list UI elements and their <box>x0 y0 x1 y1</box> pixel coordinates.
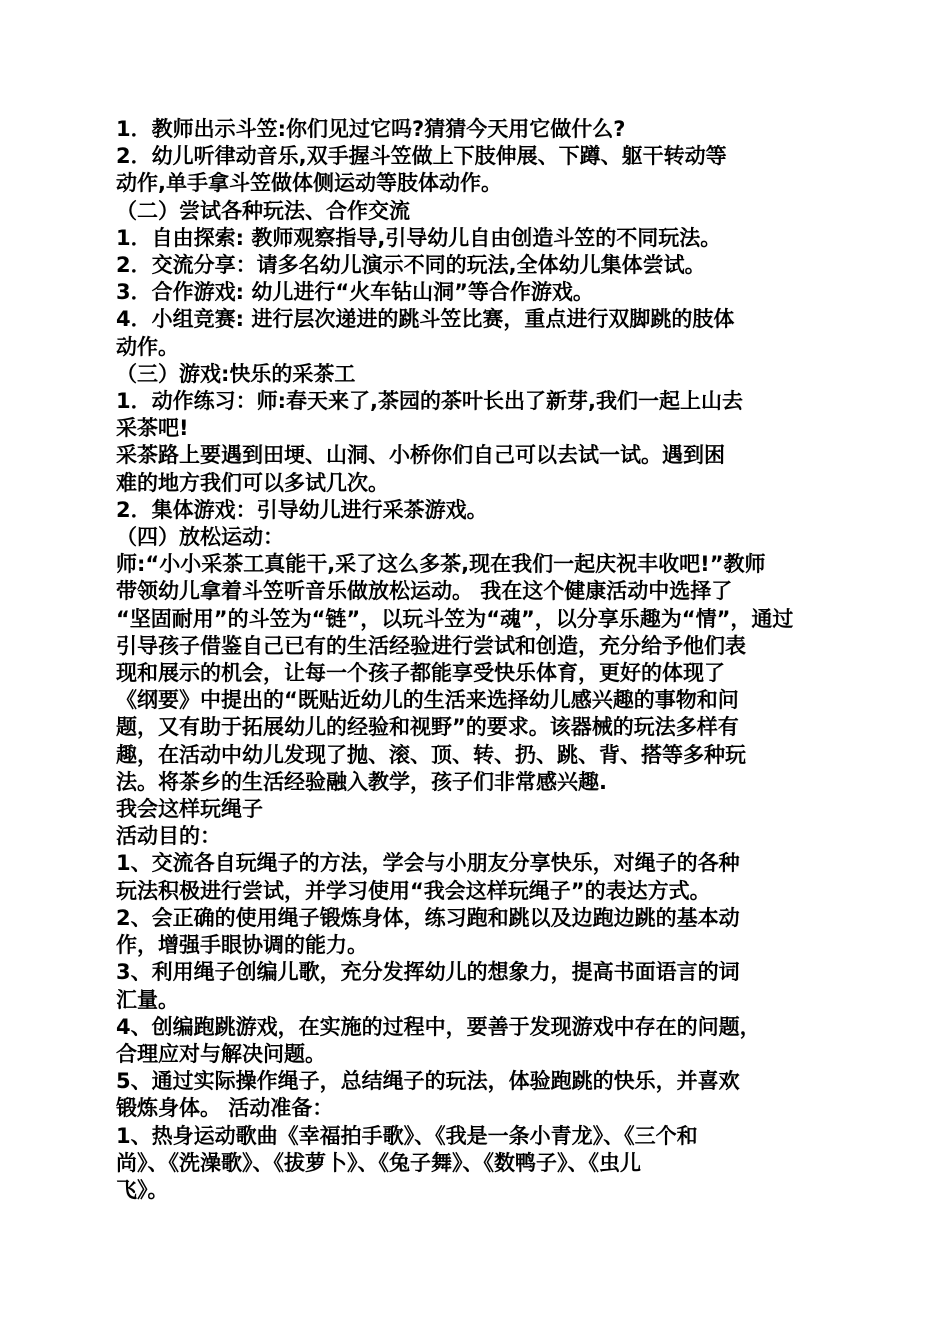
section-heading: 活动目的： <box>116 824 221 849</box>
text-line: 玩法积极进行尝试，并学习使用“我会这样玩绳子”的表达方式。 <box>116 878 711 903</box>
text-line: 合理应对与解决问题。 <box>116 1041 326 1066</box>
text-line: “坚固耐用”的斗笠为“链”，以玩斗笠为“魂”，以分享乐趣为“情”，通过 <box>116 606 794 631</box>
text-line: 采茶路上要遇到田埂、山洞、小桥你们自己可以去试一试。遇到困 <box>116 443 725 468</box>
text-line: 2．幼儿听律动音乐,双手握斗笠做上下肢伸展、下蹲、躯干转动等 <box>116 144 727 169</box>
text-line: 1、交流各自玩绳子的方法，学会与小朋友分享快乐，对绳子的各种 <box>116 851 740 876</box>
text-line: 题，又有助于拓展幼儿的经验和视野”的要求。该器械的玩法多样有 <box>116 715 739 740</box>
text-line: 现和展示的机会，让每一个孩子都能享受快乐体育，更好的体现了 <box>116 661 725 686</box>
text-line: 3．合作游戏: 幼儿进行“火车钻山洞”等合作游戏。 <box>116 280 594 305</box>
text-line: 法。将茶乡的生活经验融入教学，孩子们非常感兴趣. <box>116 769 607 794</box>
text-line: 1．动作练习：师:春天来了,茶园的茶叶长出了新芽,我们一起上山去 <box>116 389 743 414</box>
text-line: 尚》、《洗澡歌》、《拔萝卜》、《兔子舞》、《数鸭子》、《虫儿 <box>116 1150 641 1175</box>
text-line: 2．集体游戏：引导幼儿进行采茶游戏。 <box>116 497 488 522</box>
text-line: 1．自由探索: 教师观察指导,引导幼儿自由创造斗笠的不同玩法。 <box>116 225 722 250</box>
section-heading: （三）游戏:快乐的采茶工 <box>116 361 356 386</box>
text-line: 动作,单手拿斗笠做体侧运动等肢体动作。 <box>116 171 502 196</box>
text-line: 作，增强手眼协调的能力。 <box>116 933 368 958</box>
text-line: 引导孩子借鉴自己已有的生活经验进行尝试和创造，充分给予他们表 <box>116 633 746 658</box>
text-line: 5、通过实际操作绳子，总结绳子的玩法，体验跑跳的快乐，并喜欢 <box>116 1069 740 1094</box>
text-line: 难的地方我们可以多试几次。 <box>116 470 389 495</box>
text-line: 采茶吧! <box>116 416 189 441</box>
text-line: 2．交流分享：请多名幼儿演示不同的玩法,全体幼儿集体尝试。 <box>116 253 706 278</box>
text-line: 4．小组竞赛: 进行层次递进的跳斗笠比赛，重点进行双脚跳的肢体 <box>116 307 735 332</box>
text-line: 动作。 <box>116 334 179 359</box>
text-line: 师:“小小采茶工真能干,采了这么多茶,现在我们一起庆祝丰收吧!”教师 <box>116 552 766 577</box>
text-line: 3、利用绳子创编儿歌，充分发挥幼儿的想象力，提高书面语言的词 <box>116 960 740 985</box>
text-line: 1、热身运动歌曲《幸福拍手歌》、《我是一条小青龙》、《三个和 <box>116 1123 698 1148</box>
text-line: 趣，在活动中幼儿发现了抛、滚、顶、转、扔、跳、背、搭等多种玩 <box>116 742 746 767</box>
text-line: 2、会正确的使用绳子锻炼身体，练习跑和跳以及边跑边跳的基本动 <box>116 905 740 930</box>
section-heading: （四）放松运动： <box>116 525 284 550</box>
text-line: 4、创编跑跳游戏，在实施的过程中，要善于发现游戏中存在的问题， <box>116 1014 761 1039</box>
text-line: 锻炼身体。 活动准备： <box>116 1096 334 1121</box>
text-line: 带领幼儿拿着斗笠听音乐做放松运动。 我在这个健康活动中选择了 <box>116 579 733 604</box>
document-page <box>116 116 838 1204</box>
document-title: 我会这样玩绳子 <box>116 797 263 822</box>
text-line: 《纲要》中提出的“既贴近幼儿的生活来选择幼儿感兴趣的事物和问 <box>116 688 739 713</box>
section-heading: （二）尝试各种玩法、合作交流 <box>116 198 410 223</box>
text-line: 汇量。 <box>116 987 179 1012</box>
text-line: 1．教师出示斗笠:你们见过它吗?猜猜今天用它做什么? <box>116 117 626 141</box>
text-line: 飞》。 <box>116 1177 169 1202</box>
